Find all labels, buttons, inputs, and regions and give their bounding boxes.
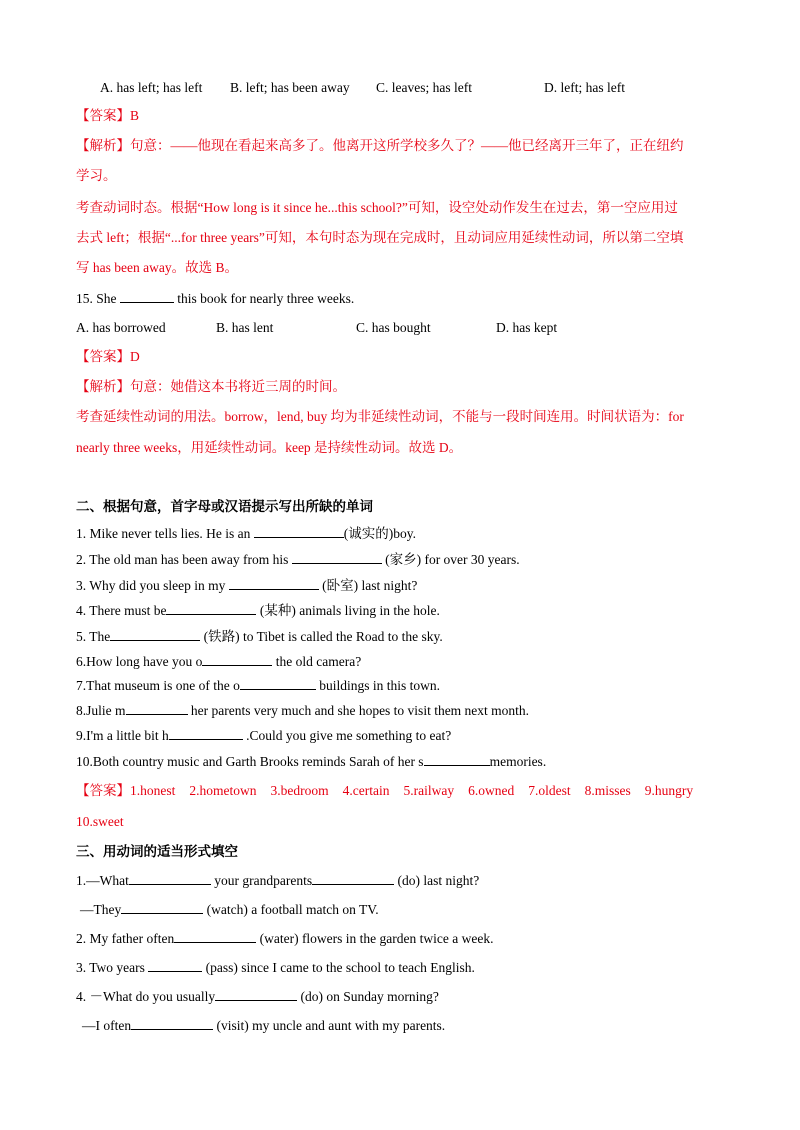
q15-option-a: A. has borrowed (76, 320, 166, 335)
q15-option-c: C. has bought (356, 320, 431, 335)
q14-option-a: A. has left; has left (100, 80, 203, 95)
fill-blank (131, 1017, 213, 1030)
fill-blank (424, 753, 490, 766)
q14-option-c: C. leaves; has left (376, 80, 472, 95)
q15-answer: 【答案】D (76, 349, 140, 364)
fill-blank (110, 628, 200, 641)
section2-item: 5. The (铁路) to Tibet is called the Road to the sky. (76, 629, 443, 644)
section3-item: —I often (visit) my uncle and aunt with my parents. (82, 1018, 446, 1033)
fill-blank (240, 677, 316, 690)
section3-title: 三、用动词的适当形式填空 (76, 844, 238, 859)
q15-analysis-line: 【解析】句意：她借这本书将近三周的时间。 (76, 379, 346, 394)
q14-analysis-line: 学习。 (76, 168, 117, 183)
fill-blank (148, 959, 202, 972)
section3-item: —They (watch) a football match on TV. (80, 902, 379, 917)
fill-blank (229, 577, 319, 590)
fill-blank (215, 988, 297, 1001)
section2-item: 3. Why did you sleep in my (卧室) last night? (76, 578, 418, 593)
section2-item: 6.How long have you o the old camera? (76, 654, 362, 669)
section2-answers: 【答案】1.honest 2.hometown 3.bedroom 4.certain 5.railway 6.owned 7.oldest 8.misses 9.hungry (76, 783, 694, 798)
section2-answer-last: 10.sweet (76, 814, 124, 829)
fill-blank (121, 901, 203, 914)
q15-stem-before: 15. She (76, 291, 117, 306)
fill-blank (312, 872, 394, 885)
fill-blank (169, 727, 243, 740)
fill-blank (292, 551, 382, 564)
q15-option-d: D. has kept (496, 320, 558, 335)
section3-item: 1.—What your grandparents (do) last night? (76, 873, 480, 888)
q14-analysis-line: 去式 left；根据“...for three years”可知，本句时态为现在完成时，且动词应用延续性动词，所以第二空填 (76, 230, 684, 245)
q14-option-b: B. left; has been away (230, 80, 350, 95)
q15-blank (120, 290, 174, 303)
q15-analysis-line: 考查延续性动词的用法。borrow，lend, buy 均为非延续性动词，不能与一段时间连用。时间状语为：for (76, 409, 684, 424)
fill-blank (129, 872, 211, 885)
section2-title: 二、根据句意，首字母或汉语提示写出所缺的单词 (76, 499, 373, 514)
q14-analysis-line: 考查动词时态。根据“How long is it since he...this school?”可知，设空处动作发生在过去，第一空应用过 (76, 200, 678, 215)
q14-analysis-line: 写 has been away。故选 B。 (76, 260, 238, 275)
section2-item: 7.That museum is one of the o buildings in this town. (76, 678, 440, 693)
section3-item: 4. －What do you usually (do) on Sunday morning? (76, 989, 439, 1004)
fill-blank (174, 930, 256, 943)
section3-item: 2. My father often (water) flowers in the garden twice a week. (76, 931, 494, 946)
q15-analysis-line: nearly three weeks，用延续性动词。keep 是持续性动词。故选 D。 (76, 440, 463, 455)
q15-stem-after: this book for nearly three weeks. (177, 291, 355, 306)
section2-item: 8.Julie m her parents very much and she hopes to visit them next month. (76, 703, 530, 718)
q14-answer: 【答案】B (76, 108, 140, 123)
section2-item: 9.I'm a little bit h .Could you give me something to eat? (76, 728, 452, 743)
section2-item: 4. There must be (某种) animals living in the hole. (76, 603, 440, 618)
section2-item: 1. Mike never tells lies. He is an (诚实的)boy. (76, 526, 416, 541)
q15-option-b: B. has lent (216, 320, 274, 335)
fill-blank (202, 653, 272, 666)
q15-stem (76, 290, 354, 308)
fill-blank (254, 525, 344, 538)
fill-blank (166, 602, 256, 615)
section3-item: 3. Two years (pass) since I came to the school to teach English. (76, 960, 475, 975)
section2-item: 2. The old man has been away from his (家乡) for over 30 years. (76, 552, 520, 567)
section2-item: 10.Both country music and Garth Brooks reminds Sarah of her s memories. (76, 754, 547, 769)
q14-option-d: D. left; has left (544, 80, 625, 95)
fill-blank (126, 702, 188, 715)
q14-analysis-line: 【解析】句意：——他现在看起来高多了。他离开这所学校多久了？——他已经离开三年了，正在纽约 (76, 138, 684, 153)
